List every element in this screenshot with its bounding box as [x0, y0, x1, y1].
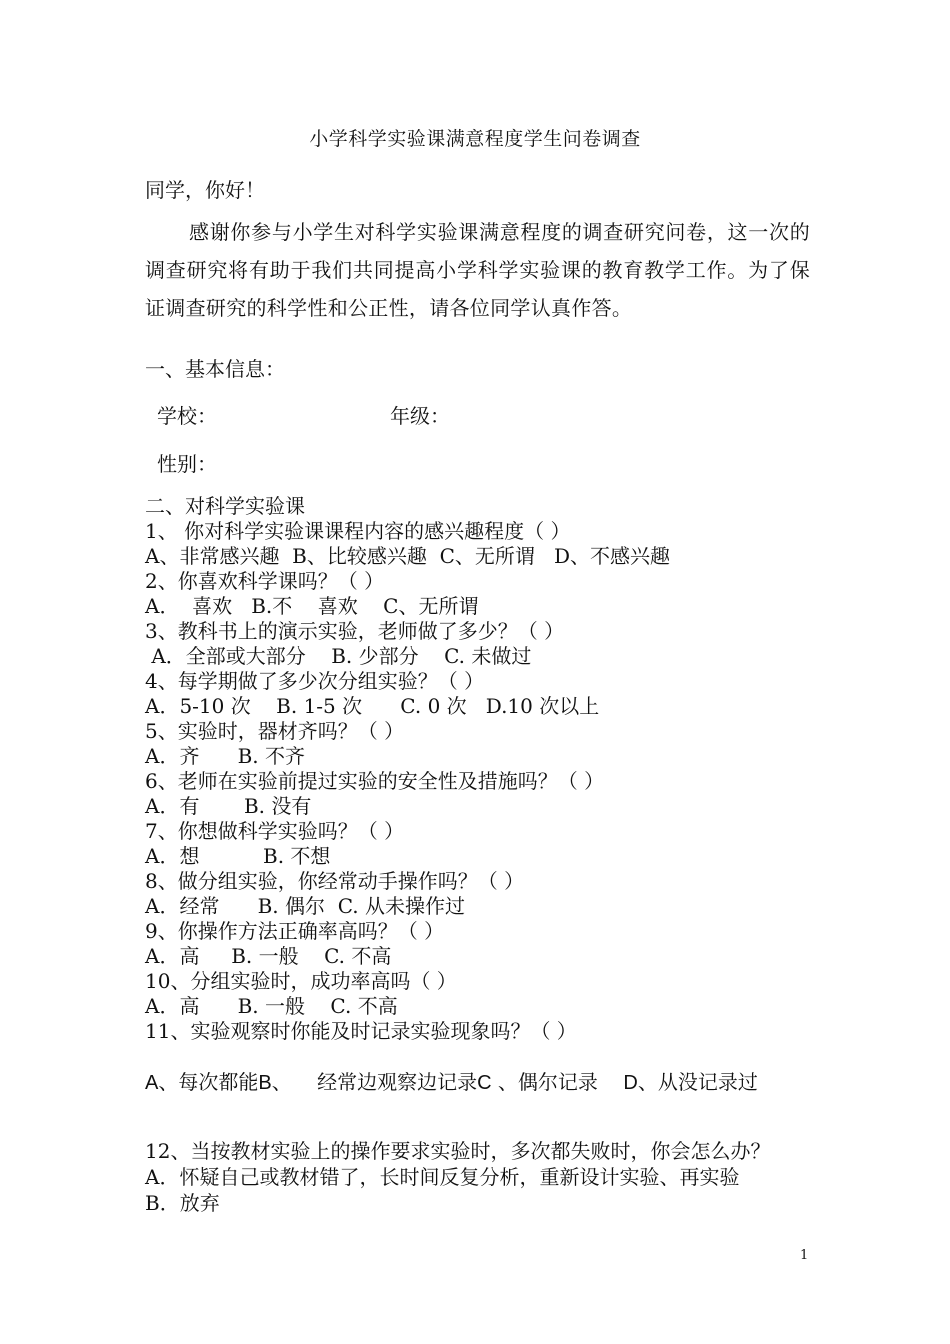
- question-1-options: A、非常感兴趣 B、比较感兴趣 C、无所谓 D、不感兴趣: [145, 544, 670, 568]
- q11-option-c-text: 、偶尔记录: [491, 1070, 624, 1094]
- question-5-options: A．齐 B. 不齐: [145, 744, 305, 768]
- school-field-label: 学校：: [157, 404, 217, 428]
- question-10-options: A．高 B. 一般 C. 不高: [145, 994, 398, 1018]
- question-2-options: A． 喜欢 B.不 喜欢 C、无所谓: [145, 594, 479, 618]
- gender-field-label: 性别：: [157, 452, 217, 476]
- page-number: 1: [800, 1248, 809, 1263]
- question-4: 4、每学期做了多少次分组实验？（ ）: [145, 669, 485, 693]
- q11-option-d-text: 、从没记录过: [637, 1070, 758, 1094]
- question-9: 9、你操作方法正确率高吗？（ ）: [145, 919, 445, 943]
- q11-option-c-letter: C: [477, 1072, 492, 1094]
- question-3-options: A．全部或大部分 B. 少部分 C. 未做过: [145, 644, 532, 668]
- question-7-options: A．想 B. 不想: [145, 844, 331, 868]
- q11-option-d-letter: D: [623, 1072, 638, 1094]
- question-12-option-a: A．怀疑自己或教材错了，长时间反复分析，重新设计实验、再实验: [145, 1165, 740, 1189]
- intro-paragraph: 感谢你参与小学生对科学实验课满意程度的调查研究问卷，这一次的调查研究将有助于我们共同提高小学科学实验课的教育教学工作。为了保证调查研究的科学性和公正性，请各位同学认真作答。: [145, 220, 810, 320]
- question-3: 3、教科书上的演示实验，老师做了多少？（ ）: [145, 619, 565, 643]
- question-1: 1、 你对科学实验课课程内容的感兴趣程度（ ）: [145, 519, 571, 543]
- question-4-options: A．5-10 次 B. 1-5 次 C. 0 次 D.10 次以上: [145, 694, 600, 718]
- question-list-continued: [145, 1138, 845, 1216]
- question-2: 2、你喜欢科学课吗？（ ）: [145, 569, 385, 593]
- question-8-options: A．经常 B. 偶尔 C. 从未操作过: [145, 894, 466, 918]
- greeting: 同学，你好！: [145, 178, 265, 202]
- question-12: 12、当按教材实验上的操作要求实验时，多次都失败时，你会怎么办？: [145, 1139, 771, 1163]
- section-experiment-heading: 二、对科学实验课: [145, 494, 305, 518]
- q11-option-a-letter: A: [145, 1072, 159, 1094]
- q11-option-b-text: 、 经常边观察边记录: [271, 1070, 478, 1094]
- question-6: 6、老师在实验前提过实验的安全性及措施吗？（ ）: [145, 769, 605, 793]
- question-12-option-b: B．放弃: [145, 1191, 220, 1215]
- question-7: 7、你想做科学实验吗？（ ）: [145, 819, 405, 843]
- question-8: 8、做分组实验，你经常动手操作吗？（ ）: [145, 869, 525, 893]
- q11-option-a-text: 、每次都能: [158, 1070, 259, 1094]
- question-9-options: A．高 B. 一般 C. 不高: [145, 944, 392, 968]
- document-title: 小学科学实验课满意程度学生问卷调查: [309, 128, 641, 150]
- question-11: 11、实验观察时你能及时记录实验现象吗？（ ）: [145, 1019, 577, 1043]
- question-list: [145, 494, 835, 1044]
- question-6-options: A．有 B. 没有: [145, 794, 312, 818]
- q11-option-b-letter: B: [258, 1072, 272, 1094]
- section-basic-info-heading: 一、基本信息：: [145, 357, 285, 381]
- question-11-options: [145, 1064, 815, 1101]
- grade-field-label: 年级：: [390, 404, 450, 428]
- question-5: 5、实验时，器材齐吗？（ ）: [145, 719, 405, 743]
- question-10: 10、分组实验时，成功率高吗（ ）: [145, 969, 457, 993]
